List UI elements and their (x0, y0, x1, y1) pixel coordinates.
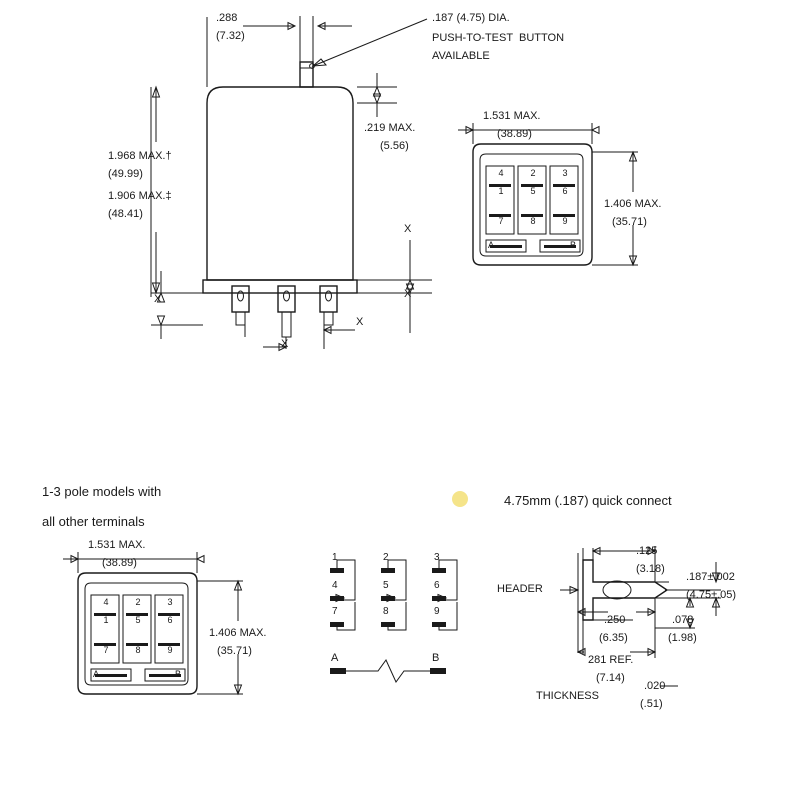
socket-top-pin-5: 5 (530, 186, 536, 196)
push-to-test-line3: AVAILABLE (432, 50, 490, 62)
header-dim-c-mm: (6.35) (599, 632, 628, 644)
header-thickness-mm: (.51) (640, 698, 663, 710)
header-dim-a-mm: (3.18) (636, 563, 665, 575)
schematic-terminal-b: B (432, 652, 440, 664)
header-dim-e-mm: (7.14) (596, 672, 625, 684)
quick-connect-label: 4.75mm (.187) quick connect (504, 493, 672, 508)
schematic-pin-6: 6 (434, 580, 440, 591)
socket-top-pin-7: 7 (498, 216, 504, 226)
socket-bottom-pin-3: 3 (167, 597, 173, 607)
x-label-left: X (154, 293, 162, 305)
socket-bottom-height-inch: 1.406 MAX. (209, 627, 267, 639)
socket-bottom-pin-1: 1 (103, 615, 109, 625)
push-to-test-line2: PUSH-TO-TEST BUTTON (432, 32, 565, 44)
dim-height2-mm: (48.41) (108, 208, 143, 220)
socket-top-width-inch: 1.531 MAX. (483, 110, 541, 122)
socket-top-pin-9: 9 (562, 216, 568, 226)
header-dim-c-inch: .250 (604, 614, 626, 626)
schematic-pin-1: 1 (332, 552, 338, 563)
socket-top-pin-1: 1 (498, 186, 504, 196)
schematic-pin-3: 3 (434, 552, 440, 563)
dim-height1-inch (108, 150, 172, 162)
socket-bottom-pin-6: 6 (167, 615, 173, 625)
schematic-pin-9: 9 (434, 606, 440, 617)
dim-height1-mm: (49.99) (108, 168, 143, 180)
header-label: HEADER (497, 583, 543, 595)
dim-flange-inch: .219 MAX. (364, 122, 416, 134)
dim-height2-value: 1.906 MAX. (108, 190, 166, 202)
socket-bottom-pin-2: 2 (135, 597, 141, 607)
x-label-bottom-center: X (281, 338, 289, 350)
socket-top-height-inch: 1.406 MAX. (604, 198, 662, 210)
socket-bottom-pin-5: 5 (135, 615, 141, 625)
schematic-pin-8: 8 (383, 606, 389, 617)
socket-top-width-mm: (38.89) (497, 128, 532, 140)
socket-bottom-terminal-a: A (93, 669, 100, 679)
socket-bottom-pin-7: 7 (103, 645, 109, 655)
socket-top-pin-2: 2 (530, 168, 536, 178)
socket-bottom-height-mm: (35.71) (217, 645, 252, 657)
dim-height2-inch (108, 190, 172, 202)
header-dim-d-mm: (1.98) (668, 632, 697, 644)
dim-top-width-mm: (7.32) (216, 30, 245, 42)
section-heading-line2: all other terminals (42, 514, 145, 529)
header-dim-a-inch: .125 (636, 545, 658, 557)
dim-height2-mark: ‡ (165, 190, 172, 202)
socket-top-terminal-a: A (488, 240, 495, 250)
header-dim-e-inch: 281 REF. (588, 654, 634, 666)
x-label-right-lower: X (404, 288, 412, 300)
socket-top-pin-8: 8 (530, 216, 536, 226)
schematic-terminal-a: A (331, 652, 339, 664)
header-thickness-label: THICKNESS (536, 690, 599, 702)
schematic-pin-2: 2 (383, 552, 389, 563)
socket-top-height-mm: (35.71) (612, 216, 647, 228)
schematic-pin-4: 4 (332, 580, 338, 591)
socket-bottom-pin-4: 4 (103, 597, 109, 607)
dim-flange-mm: (5.56) (380, 140, 409, 152)
socket-top-terminal-b: B (570, 240, 577, 250)
push-to-test-dia: .187 (4.75) DIA. (432, 12, 510, 24)
dim-height1-value: 1.968 MAX. (108, 150, 166, 162)
socket-bottom-width-inch: 1.531 MAX. (88, 539, 146, 551)
x-label-right: X (404, 223, 412, 235)
socket-top-pin-4: 4 (498, 168, 504, 178)
schematic-pin-7: 7 (332, 606, 338, 617)
header-dim-b-mm: (4.75±.05) (686, 589, 737, 601)
x-label-bottom-right: X (356, 316, 364, 328)
socket-bottom-pin-9: 9 (167, 645, 173, 655)
socket-top-pin-6: 6 (562, 186, 568, 196)
header-dim-b-inch: .187±.002 (686, 571, 735, 583)
socket-bottom-pin-8: 8 (135, 645, 141, 655)
header-thickness-inch: .020 (644, 680, 666, 692)
socket-top-pin-3: 3 (562, 168, 568, 178)
socket-bottom-terminal-b: B (175, 669, 182, 679)
dim-top-width-inch: .288 (216, 12, 238, 24)
section-heading-line1: 1-3 pole models with (42, 484, 162, 499)
socket-bottom-width-mm: (38.89) (102, 557, 137, 569)
dim-height1-mark: † (165, 150, 172, 162)
header-dim-d-inch: .078 (672, 614, 694, 626)
schematic-pin-5: 5 (383, 580, 389, 591)
legend-bullet-icon (452, 491, 468, 507)
